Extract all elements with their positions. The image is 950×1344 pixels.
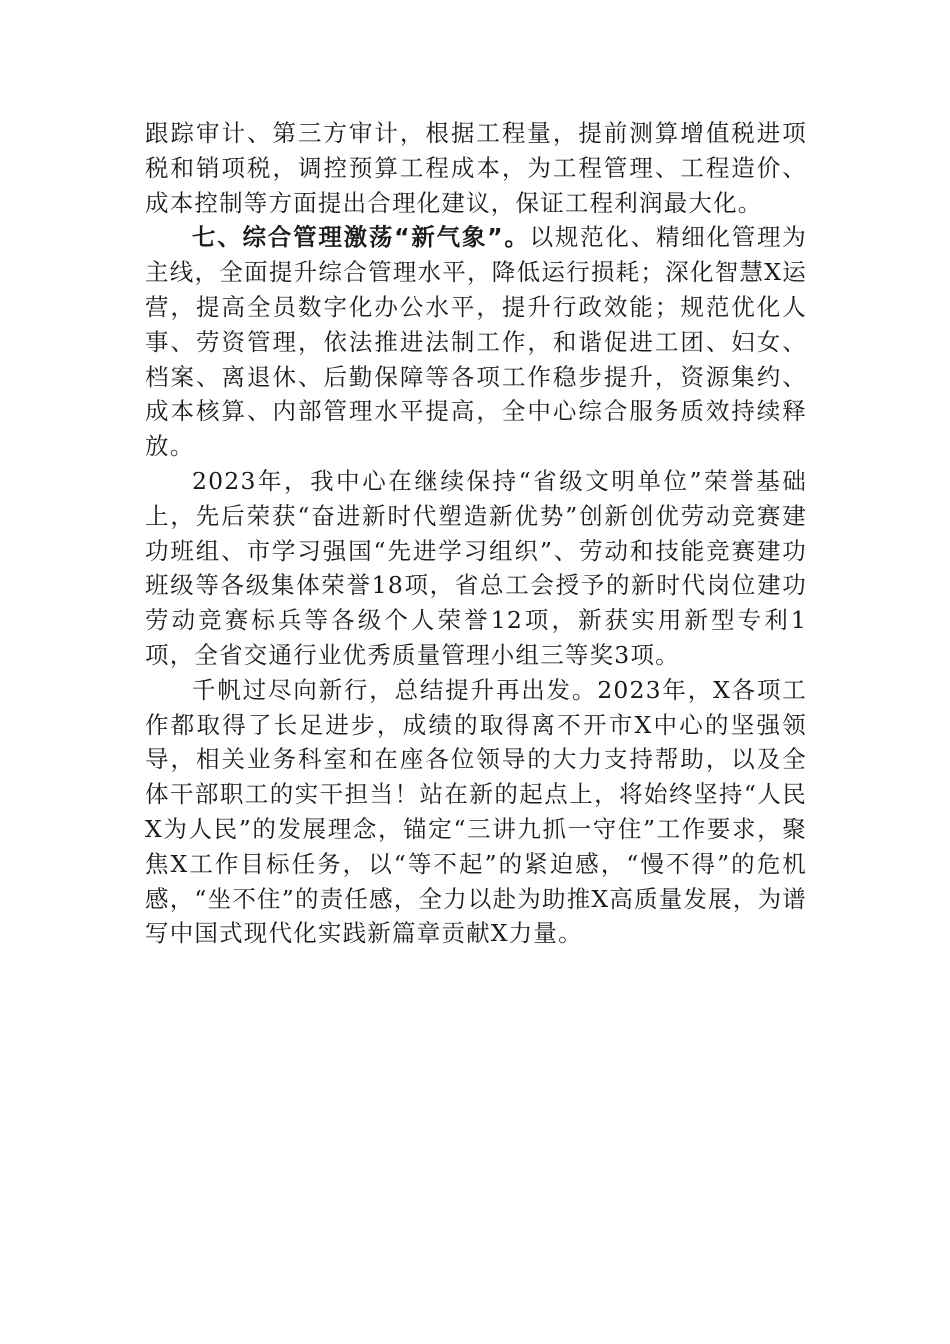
paragraph-audit-continuation: 跟踪审计、第三方审计，根据工程量，提前测算增值税进项税和销项税，调控预算工程成本，为工程管理、工程造价、成本控制等方面提出合理化建议，保证工程利润最大化。: [145, 119, 807, 217]
paragraph-comprehensive-management: [145, 220, 807, 464]
section-heading-seven: 七、综合管理激荡“新气象”。: [192, 223, 530, 252]
document-body: [145, 116, 807, 951]
paragraph-honors-2023: 2023年，我中心在继续保持“省级文明单位”荣誉基础上，先后荣获“奋进新时代塑造新优势”创新创优劳动竞赛建功班组、市学习强国“先进学习组织”、劳动和技能竞赛建功班级等各级集体荣誉18项，省总工会授予的新时代岗位建功劳动竞赛标兵等各级个人荣誉12项，新获实用新型专利1项，全省交通行业优秀质量管理小组三等奖3项。: [145, 466, 807, 669]
paragraph-conclusion: 千帆过尽向新行，总结提升再出发。2023年，X各项工作都取得了长足进步，成绩的取得离不开市X中心的坚强领导，相关业务科室和在座各位领导的大力支持帮助，以及全体干部职工的实干担当！站在新的起点上，将始终坚持“人民X为人民”的发展理念，锚定“三讲九抓一守住”工作要求，聚焦X工作目标任务，以“等不起”的紧迫感，“慢不得”的危机感，“坐不住”的责任感，全力以赴为助推X高质量发展，为谱写中国式现代化实践新篇章贡献X力量。: [145, 675, 807, 948]
section-seven-body: 以规范化、精细化管理为主线，全面提升综合管理水平，降低运行损耗；深化智慧X运营，提高全员数字化办公水平，提升行政效能；规范优化人事、劳资管理，依法推进法制工作，和谐促进工团、妇女、档案、离退休、后勤保障等各项工作稳步提升，资源集约、成本核算、内部管理水平提高，全中心综合服务质效持续释放。: [145, 223, 807, 461]
